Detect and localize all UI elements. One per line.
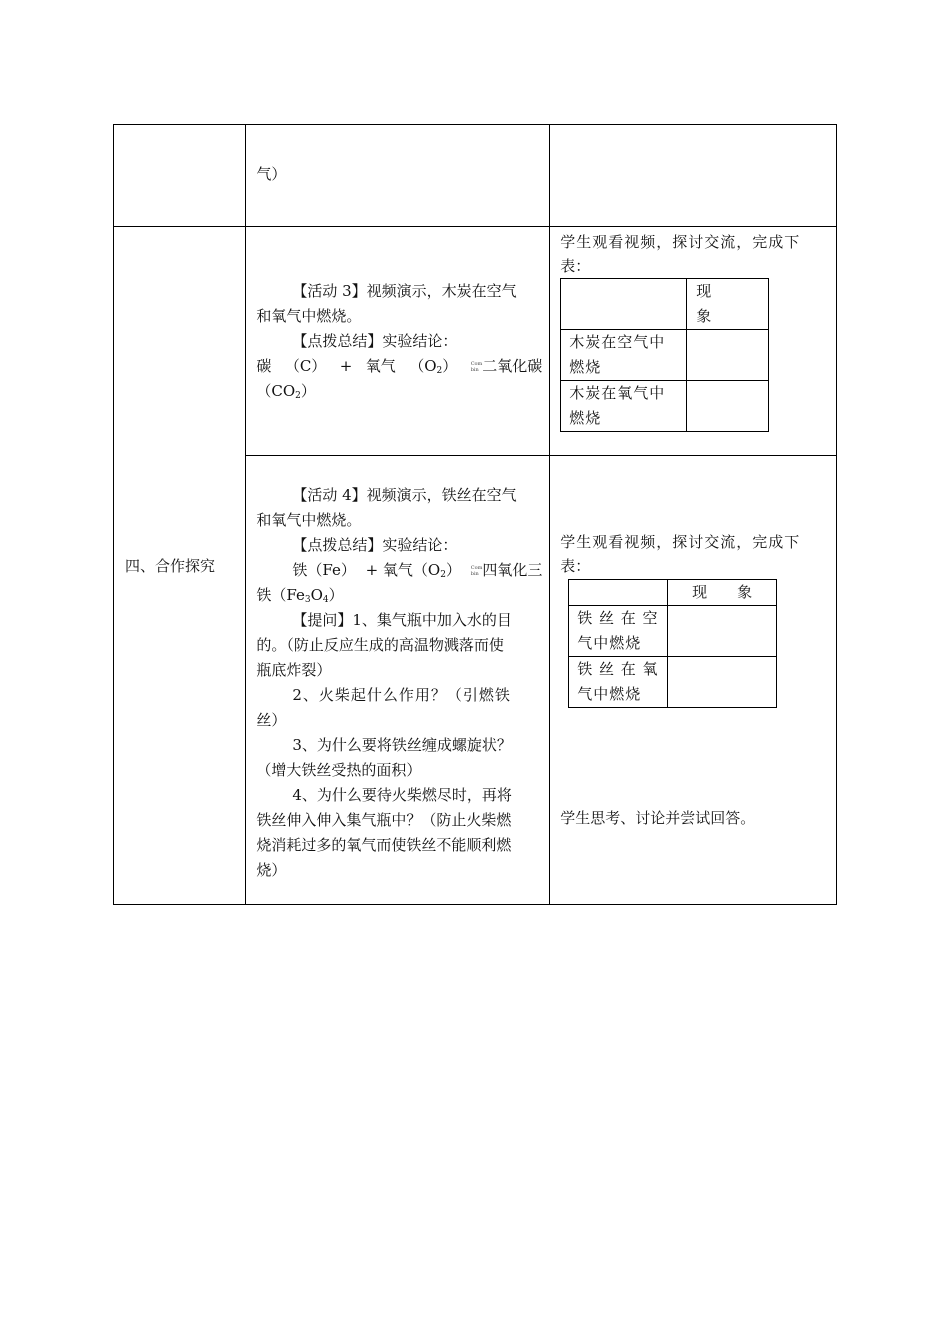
question4-line3: 烧消耗过多的氧气而使铁丝不能顺利燃 — [256, 836, 512, 854]
reaction-condition: Com bin 四氧化三 — [470, 561, 543, 579]
activity3-cell — [246, 227, 550, 456]
reaction-condition: Com bin 二氧化碳 — [470, 357, 543, 375]
iron-in-oxygen-input[interactable] — [668, 657, 777, 708]
table-row — [114, 125, 837, 227]
phenomenon-header: 现 象 — [687, 279, 769, 330]
activity4-product-formula: 铁$(Fe_3O_4)$ — [256, 586, 344, 605]
continued-text: 气） — [256, 165, 287, 183]
student-intro-line2: 表： — [560, 557, 591, 575]
activity3-summary-label: 【点拨总结】实验结论： — [292, 332, 458, 350]
student-intro-line1: 学生观看视频，探讨交流，完成下 — [560, 233, 801, 251]
question4-line2: 铁丝伸入伸入集气瓶中？（防止火柴燃 — [256, 811, 512, 829]
table-row — [569, 657, 777, 708]
eq-carbon-formula: （C） — [284, 357, 327, 375]
activity3-title: 【活动 3】视频演示，木炭在空气 — [292, 282, 517, 300]
question2-line1: 2、火柴起什么作用？（引燃铁 — [292, 686, 511, 704]
charcoal-in-oxygen-label: 木炭在氧气中 燃烧 — [561, 381, 687, 432]
activity4-cell — [246, 456, 550, 905]
eq-oxygen-formula: $(O_2)$ — [409, 357, 458, 376]
eq-oxygen: 氧气 — [365, 357, 396, 375]
eq-iron: 铁（Fe） — [292, 561, 356, 579]
eq-carbon: 碳 — [256, 357, 272, 375]
activity3-product-formula: $(CO_2)$ — [256, 382, 316, 401]
student-response: 学生思考、讨论并尝试回答。 — [560, 809, 756, 827]
eq-oxygen: + 氧气$(O_2)$ — [365, 561, 461, 580]
question2-line2: 丝） — [256, 711, 287, 729]
activity-cell-empty — [550, 125, 837, 227]
table-row — [569, 606, 777, 657]
student-activity4-cell — [550, 456, 837, 905]
student-intro-line1: 学生观看视频，探讨交流，完成下 — [560, 533, 801, 551]
question3-line2: （增大铁丝受热的面积） — [256, 761, 422, 779]
charcoal-observation-table — [560, 278, 769, 432]
iron-in-oxygen-label: 铁 丝 在 氧 气中燃烧 — [569, 657, 668, 708]
activity4-title: 【活动 4】视频演示，铁丝在空气 — [292, 486, 517, 504]
table-row — [561, 330, 769, 381]
question4-line1: 4、为什么要待火柴燃尽时，再将 — [292, 786, 512, 804]
iron-observation-table — [568, 579, 777, 708]
iron-in-air-label: 铁 丝 在 空 气中燃烧 — [569, 606, 668, 657]
student-activity3-cell — [550, 227, 837, 456]
table-header-empty — [561, 279, 687, 330]
table-row — [114, 227, 837, 456]
student-intro-line2: 表： — [560, 257, 591, 275]
table-row — [561, 381, 769, 432]
question3-line1: 3、为什么要将铁丝缠成螺旋状？ — [292, 736, 512, 754]
table-header-empty — [569, 580, 668, 606]
table-row — [561, 279, 769, 330]
content-cell — [246, 125, 550, 227]
activity4-summary-label: 【点拨总结】实验结论： — [292, 536, 458, 554]
question4-line4: 烧） — [256, 861, 287, 879]
charcoal-in-air-label: 木炭在空气中 燃烧 — [561, 330, 687, 381]
lesson-plan-table — [113, 124, 837, 905]
stage-cell-empty — [114, 125, 246, 227]
question1-line3: 瓶底炸裂） — [256, 661, 332, 679]
activity4-line2: 和氧气中燃烧。 — [256, 511, 362, 529]
table-row — [569, 580, 777, 606]
eq-plus: + — [339, 357, 353, 375]
question1-line2: 的。（防止反应生成的高温物溅落而使 — [256, 636, 504, 654]
activity3-line2: 和氧气中燃烧。 — [256, 307, 362, 325]
charcoal-in-oxygen-input[interactable] — [687, 381, 769, 432]
question1-line1: 【提问】1、集气瓶中加入水的目 — [292, 611, 512, 629]
stage-label: 四、合作探究 — [114, 227, 246, 905]
charcoal-in-air-input[interactable] — [687, 330, 769, 381]
phenomenon-header: 现 象 — [668, 580, 777, 606]
iron-in-air-input[interactable] — [668, 606, 777, 657]
